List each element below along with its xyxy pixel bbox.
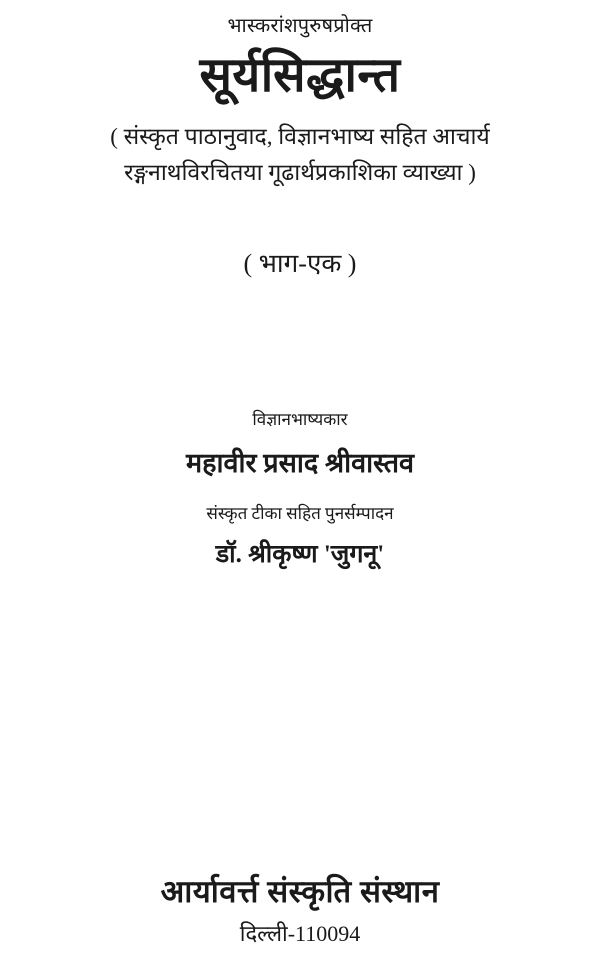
- attribution-line: भास्करांशपुरुषप्रोक्त: [227, 15, 373, 37]
- subtitle-line-2: रङ्गनाथविरचितया गूढार्थप्रकाशिका व्याख्या ): [124, 159, 476, 185]
- commentator-role: विज्ञानभाष्यकार: [252, 410, 348, 430]
- subtitle-line-1: ( संस्कृत पाठानुवाद, विज्ञानभाष्य सहित आचार्य: [110, 124, 490, 150]
- credits-block: [30, 408, 570, 570]
- title-block: [30, 0, 570, 280]
- publisher-city: दिल्ली-110094: [239, 921, 361, 946]
- volume-label: ( भाग-एक ): [243, 249, 357, 279]
- subtitle-block: [30, 119, 570, 190]
- publisher-name: आर्यावर्त्त संस्कृति संस्थान: [160, 874, 440, 910]
- editor-name: डॉ. श्रीकृष्ण 'जुगनू': [215, 541, 385, 569]
- commentator-name: महावीर प्रसाद श्रीवास्तव: [186, 448, 414, 479]
- publisher-block: [30, 873, 570, 948]
- page-title: सूर्यसिद्धान्त: [199, 49, 401, 102]
- editor-role: संस्कृत टीका सहित पुनर्सम्पादन: [206, 504, 394, 524]
